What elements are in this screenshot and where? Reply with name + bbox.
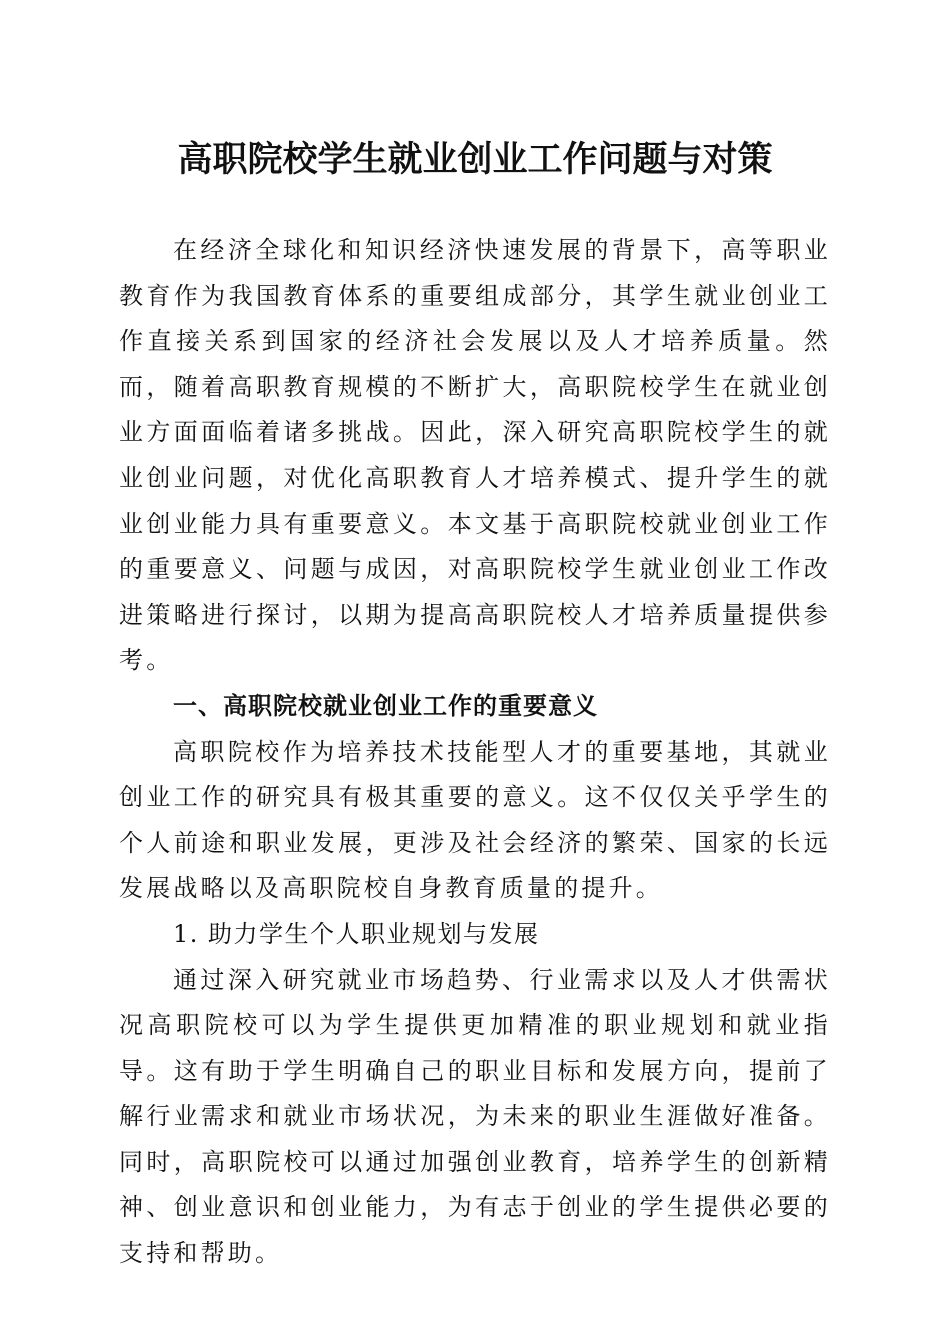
intro-paragraph: 在经济全球化和知识经济快速发展的背景下，高等职业教育作为我国教育体系的重要组成部分，其学生就业创业工作直接关系到国家的经济社会发展以及人才培养质量。然而，随着高职教育规模的不断扩大，高职院校学生在就业创业方面面临着诸多挑战。因此，深入研究高职院校学生的就业创业问题，对优化高职教育人才培养模式、提升学生的就业创业能力具有重要意义。本文基于高职院校就业创业工作的重要意义、问题与成因，对高职院校学生就业创业工作改进策略进行探讨，以期为提高高职院校人才培养质量提供参考。 [119,236,831,675]
subsection-paragraph: 通过深入研究就业市场趋势、行业需求以及人才供需状况高职院校可以为学生提供更加精准的职业规划和就业指导。这有助于学生明确自己的职业目标和发展方向，提前了解行业需求和就业市场状况，为未来的职业生涯做好准备。同时，高职院校可以通过加强创业教育，培养学生的创新精神、创业意识和创业能力，为有志于创业的学生提供必要的支持和帮助。 [119,965,831,1268]
subsection-heading: 1. 助力学生个人职业规划与发展 [173,919,540,948]
section-heading: 一、高职院校就业创业工作的重要意义 [173,691,598,720]
section-paragraph: 高职院校作为培养技术技能型人才的重要基地，其就业创业工作的研究具有极其重要的意义。这不仅仅关乎学生的个人前途和职业发展，更涉及社会经济的繁荣、国家的长远发展战略以及高职院校自身教育质量的提升。 [119,737,831,903]
document-body [119,228,831,1277]
document-title: 高职院校学生就业创业工作问题与对策 [177,139,773,180]
